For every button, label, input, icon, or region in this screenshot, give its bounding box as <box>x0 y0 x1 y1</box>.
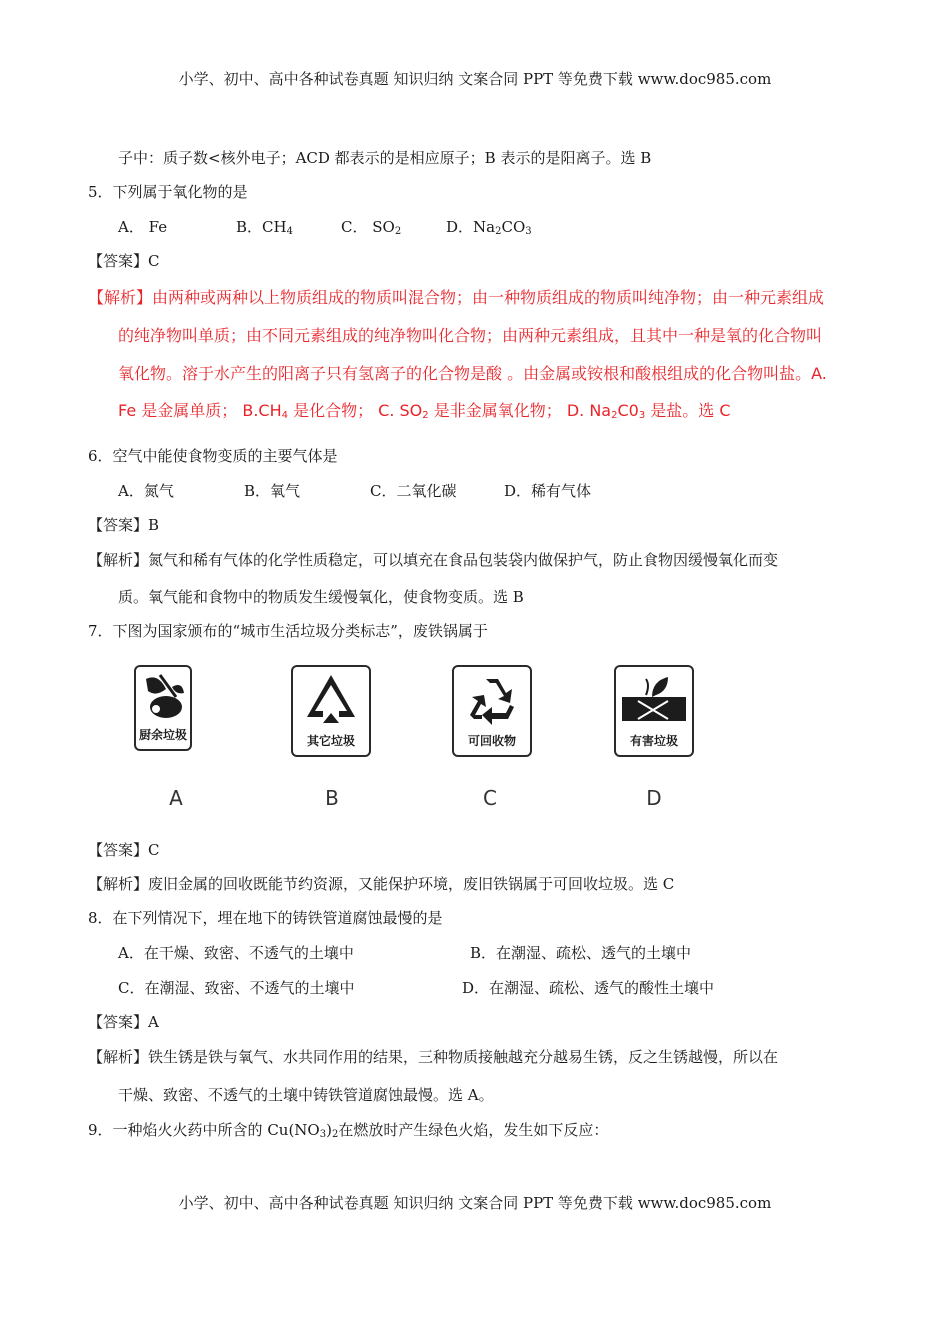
q6-option-b: B．氧气 <box>244 482 301 500</box>
kitchen-waste-icon <box>136 667 190 727</box>
q8-explanation-line-2: 干燥、致密、不透气的土壤中铸铁管道腐蚀最慢。选 A。 <box>118 1086 494 1104</box>
q6-option-a: A．氮气 <box>118 482 174 500</box>
bin-c-caption: 可回收物 <box>467 734 516 748</box>
q5-explanation-line-4: Fe 是金属单质； $B.CH_4$ 是化合物； C. $SO_2$ 是非金属氧化物； D. $Na_2C0_3$ 是盐。选 C <box>118 401 731 421</box>
carry-over-line: 子中：质子数<核外电子；ACD 都表示的是相应原子；B 表示的是阳离子。选 B <box>118 149 652 167</box>
q8-explanation-line-1: 【解析】铁生锈是铁与氧气、水共同作用的结果，三种物质接触越充分越易生锈，反之生锈越慢，所以在 <box>88 1048 779 1066</box>
q5-option-b: B．$CH_4$ <box>236 218 293 237</box>
q6-answer: 【答案】B <box>88 516 160 534</box>
bin-a-caption: 厨余垃圾 <box>138 728 187 742</box>
bin-hazardous-waste <box>614 665 694 757</box>
q8-option-a: A．在干燥、致密、不透气的土壤中 <box>118 944 354 962</box>
q5-answer: 【答案】C <box>88 252 160 270</box>
q7-answer: 【答案】C <box>88 841 160 859</box>
bin-recyclable <box>452 665 532 757</box>
hazardous-waste-icon <box>616 667 692 733</box>
bin-d-caption: 有害垃圾 <box>629 734 678 748</box>
bin-d-letter: D <box>646 786 662 810</box>
q5-explanation-line-1: 【解析】由两种或两种以上物质组成的物质叫混合物；由一种物质组成的物质叫纯净物；由一种元素组成 <box>88 288 825 307</box>
q5-option-c: C． $SO_2$ <box>341 218 402 237</box>
q8-option-d: D．在潮湿、疏松、透气的酸性土壤中 <box>462 979 715 997</box>
q9-stem: 9．一种焰火火药中所含的 $Cu(NO_3)_2$在燃放时产生绿色火焰，发生如下反应： <box>88 1121 609 1140</box>
q8-option-b: B．在潮湿、疏松、透气的土壤中 <box>470 944 692 962</box>
q8-answer: 【答案】A <box>88 1013 159 1031</box>
q6-option-d: D．稀有气体 <box>504 482 592 500</box>
bin-c-letter: C <box>483 786 497 810</box>
q6-option-c: C．二氧化碳 <box>370 482 457 500</box>
q5-explanation-line-2: 的纯净物叫单质；由不同元素组成的纯净物叫化合物；由两种元素组成，且其中一种是氧的化合物叫 <box>118 326 823 345</box>
q5-stem: 5．下列属于氧化物的是 <box>88 183 248 201</box>
q8-stem: 8．在下列情况下，埋在地下的铸铁管道腐蚀最慢的是 <box>88 909 443 927</box>
page-header: 小学、初中、高中各种试卷真题 知识归纳 文案合同 PPT 等免费下载 www.doc985.com <box>178 70 772 88</box>
other-waste-icon <box>293 667 369 733</box>
bin-kitchen-waste <box>134 665 192 751</box>
q7-explanation-line-1: 【解析】废旧金属的回收既能节约资源，又能保护环境，废旧铁锅属于可回收垃圾。选 C <box>88 875 675 893</box>
q5-option-a: A． Fe <box>118 218 168 236</box>
q7-stem: 7．下图为国家颁布的“城市生活垃圾分类标志”，废铁锅属于 <box>88 622 488 640</box>
q5-option-d: D．$Na_2CO_3$ <box>446 218 532 237</box>
bin-other-waste <box>291 665 371 757</box>
recycle-icon <box>454 667 530 733</box>
q6-explanation-line-2: 质。氧气能和食物中的物质发生缓慢氧化，使食物变质。选 B <box>118 588 524 606</box>
bin-b-letter: B <box>325 786 339 810</box>
bin-b-caption: 其它垃圾 <box>306 734 355 748</box>
page-footer: 小学、初中、高中各种试卷真题 知识归纳 文案合同 PPT 等免费下载 www.doc985.com <box>178 1194 772 1212</box>
bin-a-letter: A <box>169 786 183 810</box>
q6-stem: 6．空气中能使食物变质的主要气体是 <box>88 447 338 465</box>
q5-explanation-line-3: 氧化物。溶于水产生的阳离子只有氢离子的化合物是酸 。由金属或铵根和酸根组成的化合物叫盐。A. <box>118 364 827 383</box>
q6-explanation-line-1: 【解析】氮气和稀有气体的化学性质稳定，可以填充在食品包装袋内做保护气，防止食物因缓慢氧化而变 <box>88 551 779 569</box>
q8-option-c: C．在潮湿、致密、不透气的土壤中 <box>118 979 355 997</box>
